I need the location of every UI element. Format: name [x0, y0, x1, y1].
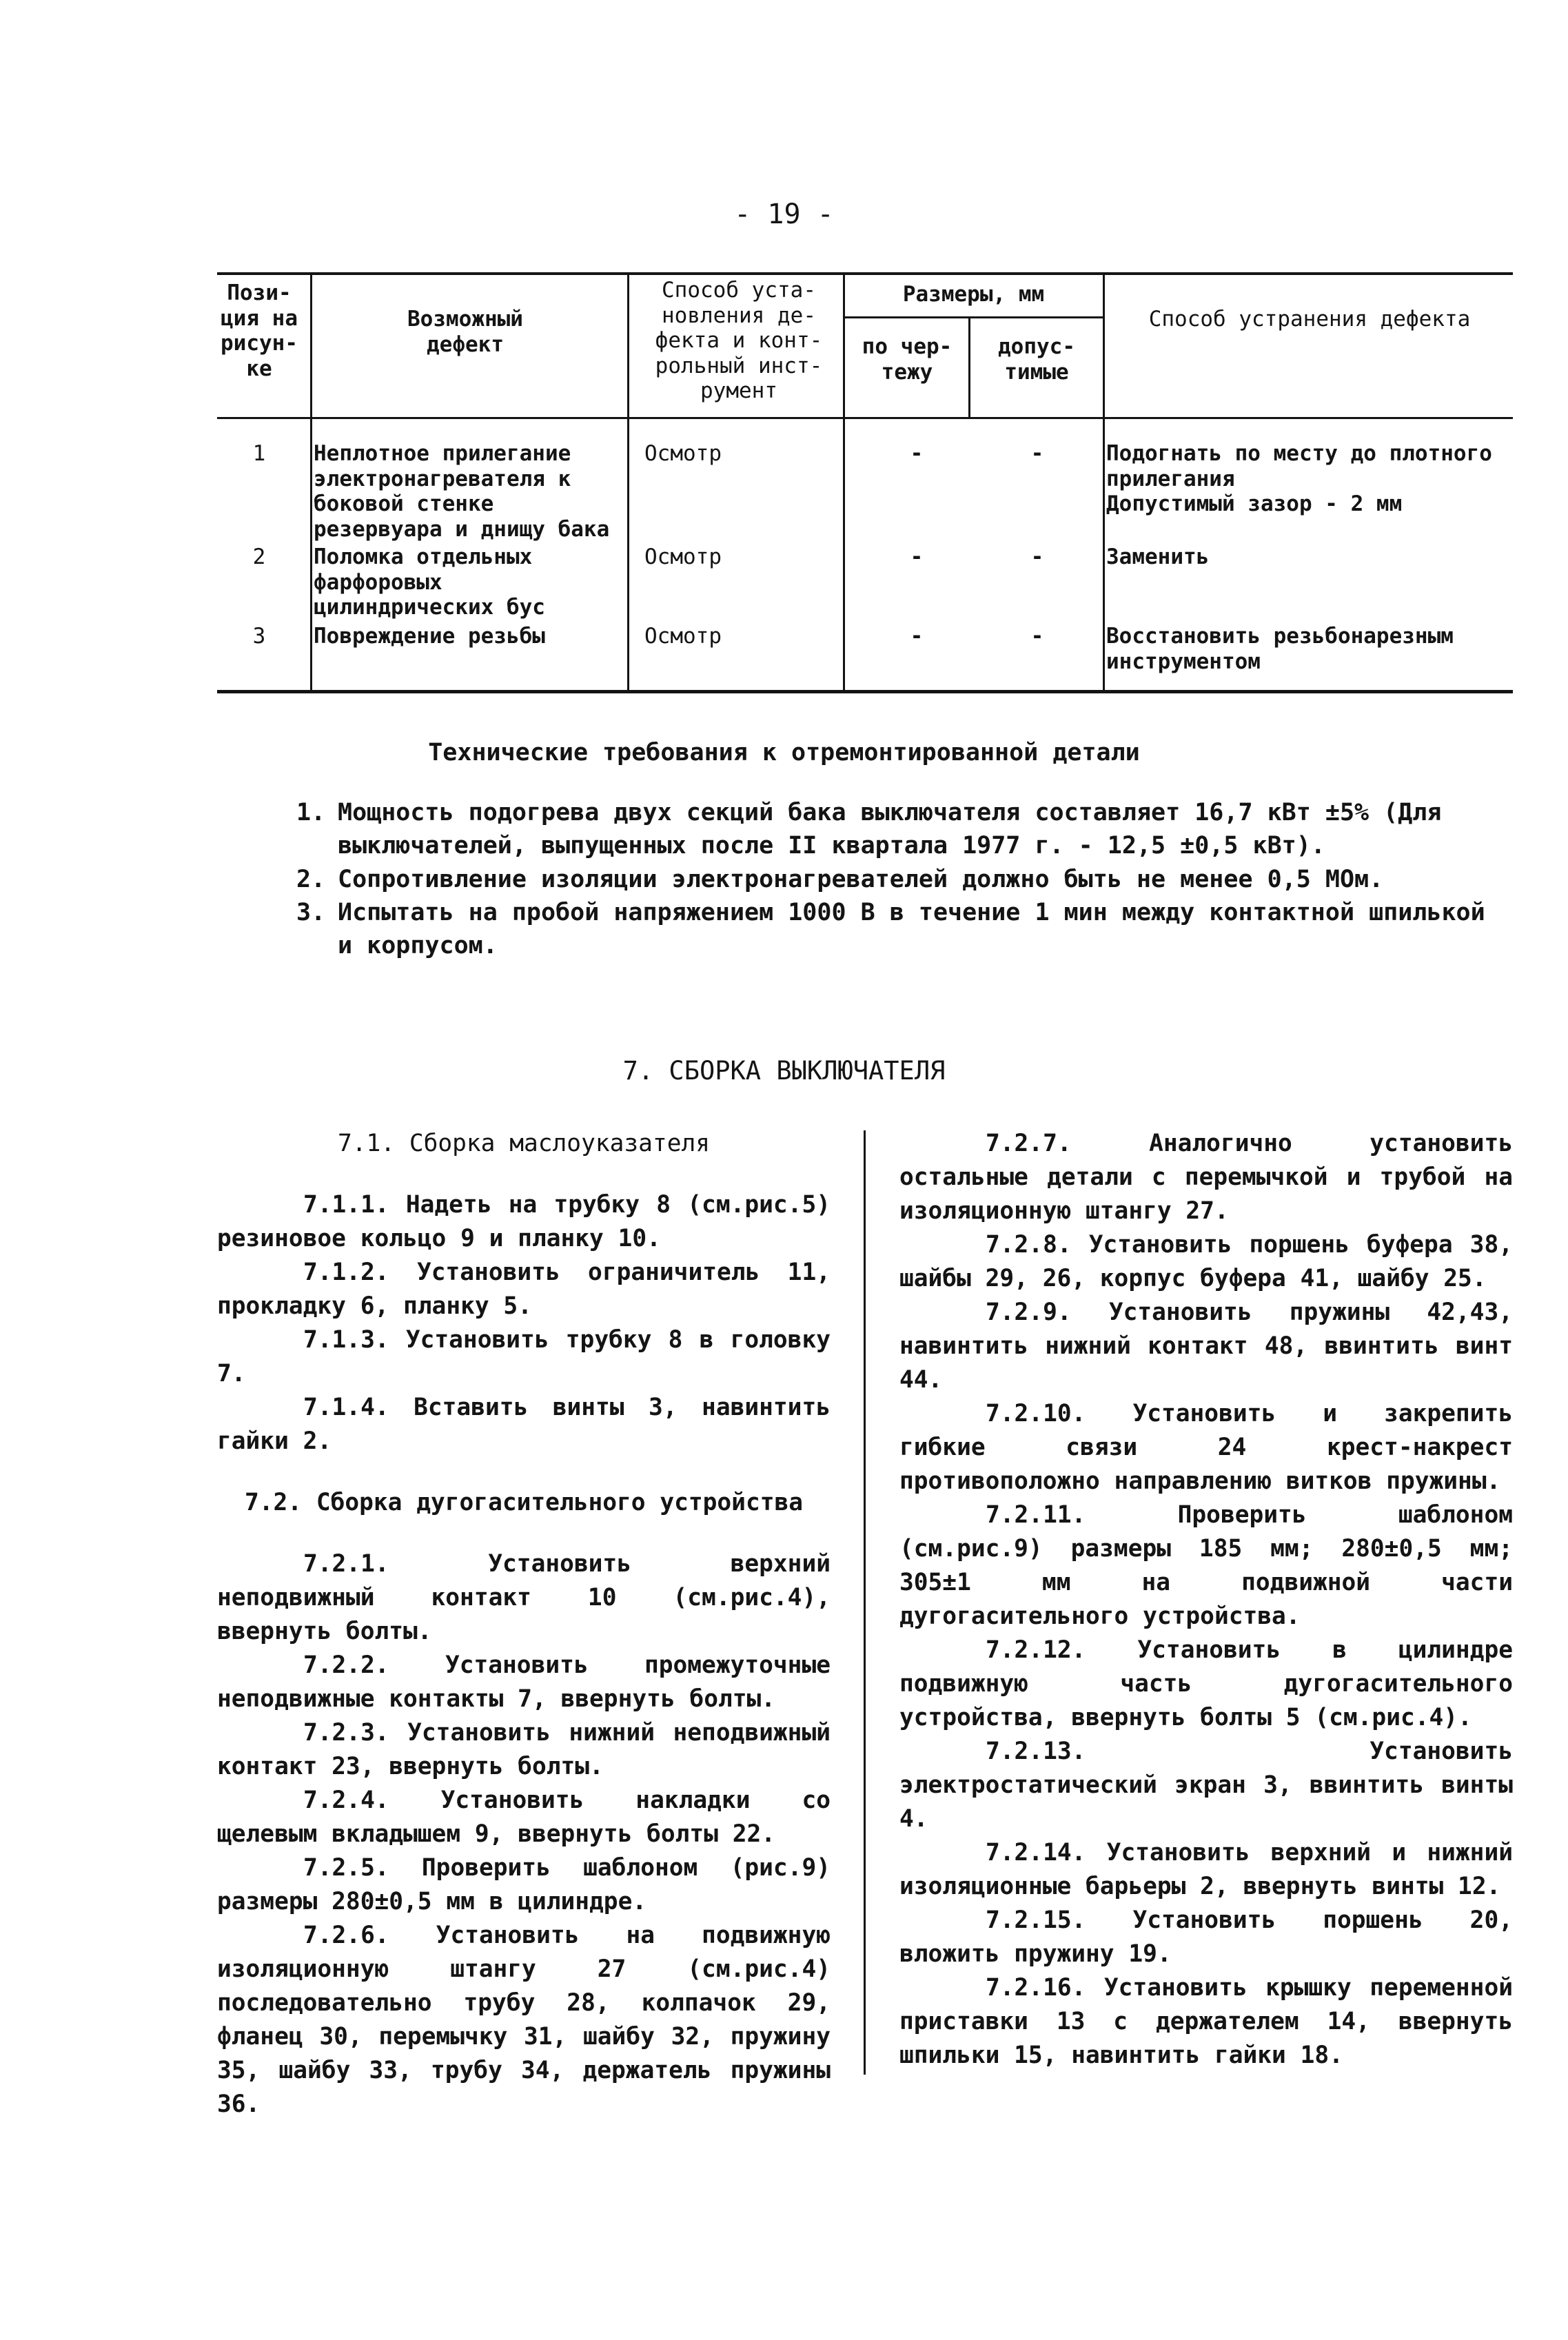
requirement-text: Мощность подогрева двух секций бака выключателя составляет 16,7 кВт ±5% (Для выключателей, выпущенных после II квартала 1977 г. - 12,5 ±0,5 кВт). [338, 799, 1442, 860]
paragraph: 7.2.14. Установить верхний и нижний изоляционные барьеры 2, ввернуть винты 12. [899, 1838, 1513, 1900]
header-method: Способ уста- новления де- фекта и конт- рольный инст- румент [655, 278, 823, 404]
paragraph: 7.2.11. Проверить шаблоном (см.рис.9) размеры 185 мм; 280±0,5 мм; 305±1 мм на подвижной части дугогасительного устройства. [899, 1500, 1513, 1630]
row2-by-drawing: - [910, 545, 924, 569]
row2-allowed: - [1030, 545, 1044, 569]
paragraph: 7.2.6. Установить на подвижную изоляционную штангу 27 (см.рис.4) последовательно трубу 28, колпачок 29, фланец 30, перемычку 31, шайбу 32, пружину 35, шайбу 33, трубу 34, держатель пружины 36. [217, 1921, 831, 2118]
defects-table [217, 272, 1513, 694]
requirements-title: Технические требования к отремонтированной детали [428, 739, 1140, 766]
requirement-item [296, 863, 1509, 896]
paragraph: 7.2.4. Установить накладки со щелевым вкладышем 9, ввернуть болты 22. [217, 1786, 831, 1848]
table-col-divider [968, 316, 970, 417]
header-allowed: допус- тимые [998, 334, 1075, 385]
header-position: Пози- ция на рисун- ке [221, 281, 298, 381]
paragraph: 7.2.2. Установить промежуточные неподвижные контакты 7, ввернуть болты. [217, 1651, 831, 1713]
row3-by-drawing: - [910, 624, 924, 649]
right-column [899, 1127, 1513, 2073]
paragraph: 7.2.3. Установить нижний неподвижный контакт 23, ввернуть болты. [217, 1718, 831, 1780]
left-column [217, 1127, 831, 2122]
table-col-divider [627, 272, 629, 692]
row1-allowed: - [1030, 441, 1044, 466]
paragraph: 7.2.7. Аналогично установить остальные детали с перемычкой и трубой на изоляционную штангу 27. [899, 1130, 1513, 1225]
table-header-rule [217, 417, 1513, 419]
paragraph: 7.2.16. Установить крышку переменной приставки 13 с держателем 14, ввернуть шпильки 15, навинтить гайки 18. [899, 1973, 1513, 2069]
header-defect: Возможный дефект [407, 307, 523, 357]
row3-method: Осмотр [644, 624, 722, 649]
table-col-divider [1103, 272, 1105, 692]
subsection-title: 7.2. Сборка дугогасительного устройства [244, 1488, 804, 1516]
requirement-text: Сопротивление изоляции электронагревателей должно быть не менее 0,5 МОм. [338, 865, 1384, 893]
row3-position: 3 [252, 624, 266, 649]
column-divider [864, 1130, 866, 2075]
paragraph: 7.2.10. Установить и закрепить гибкие связи 24 крест-накрест противоположно направлению витков пружины. [899, 1399, 1513, 1495]
row1-fix: Подогнать по месту до плотного прилегания Допустимый зазор - 2 мм [1106, 441, 1492, 517]
requirement-number: 3. [296, 898, 326, 926]
table-col-divider [310, 272, 312, 692]
header-sizes: Размеры, мм [902, 282, 1045, 307]
row1-by-drawing: - [910, 441, 924, 466]
paragraph: 7.2.9. Установить пружины 42,43, навинтить нижний контакт 48, ввинтить винт 44. [899, 1298, 1513, 1394]
paragraph: 7.2.13. Установить электростатический экран 3, ввинтить винты 4. [899, 1737, 1513, 1833]
paragraph: 7.1.2. Установить ограничитель 11, прокладку 6, планку 5. [217, 1258, 831, 1320]
row2-position: 2 [252, 545, 266, 569]
paragraph: 7.1.3. Установить трубку 8 в головку 7. [217, 1325, 831, 1387]
header-fix: Способ устранения дефекта [1148, 307, 1471, 332]
header-by-drawing: по чер- тежу [862, 334, 953, 385]
section-title: 7. СБОРКА ВЫКЛЮЧАТЕЛЯ [622, 1056, 946, 1086]
paragraph: 7.2.1. Установить верхний неподвижный контакт 10 (см.рис.4), ввернуть болты. [217, 1549, 831, 1645]
requirement-number: 2. [296, 865, 326, 893]
sizes-subheader-rule [844, 316, 1103, 318]
paragraph: 7.2.5. Проверить шаблоном (рис.9) размеры 280±0,5 мм в цилиндре. [217, 1853, 831, 1915]
subsection-title: 7.1. Сборка маслоуказателя [337, 1130, 711, 1157]
row3-defect: Повреждение резьбы [314, 624, 545, 649]
paragraph: 7.2.12. Установить в цилиндре подвижную часть дугогасительного устройства, ввернуть болты 5 (см.рис.4). [899, 1636, 1513, 1731]
paragraph: 7.2.15. Установить поршень 20, вложить пружину 19. [899, 1906, 1513, 1968]
requirements-list [296, 796, 1509, 962]
requirement-item [296, 896, 1509, 963]
row1-method: Осмотр [644, 441, 722, 466]
row1-position: 1 [252, 441, 266, 466]
page-number: - 19 - [734, 199, 834, 230]
requirement-item [296, 796, 1509, 863]
row2-fix: Заменить [1106, 545, 1210, 569]
table-bottom-rule [217, 690, 1513, 693]
row3-allowed: - [1030, 624, 1044, 649]
row2-defect: Поломка отдельных фарфоровых цилиндрических бус [314, 545, 545, 620]
paragraph: 7.1.1. Надеть на трубку 8 (см.рис.5) резиновое кольцо 9 и планку 10. [217, 1190, 831, 1252]
table-top-rule [217, 272, 1513, 275]
paragraph: 7.1.4. Вставить винты 3, навинтить гайки 2. [217, 1393, 831, 1455]
row1-defect: Неплотное прилегание электронагревателя к боковой стенке резервуара и днищу бака [314, 441, 610, 542]
requirement-text: Испытать на пробой напряжением 1000 В в течение 1 мин между контактной шпилькой и корпусом. [338, 898, 1485, 960]
row2-method: Осмотр [644, 545, 722, 569]
row3-fix: Восстановить резьбонарезным инструментом [1106, 624, 1454, 674]
requirement-number: 1. [296, 799, 326, 826]
paragraph: 7.2.8. Установить поршень буфера 38, шайбы 29, 26, корпус буфера 41, шайбу 25. [899, 1230, 1513, 1292]
